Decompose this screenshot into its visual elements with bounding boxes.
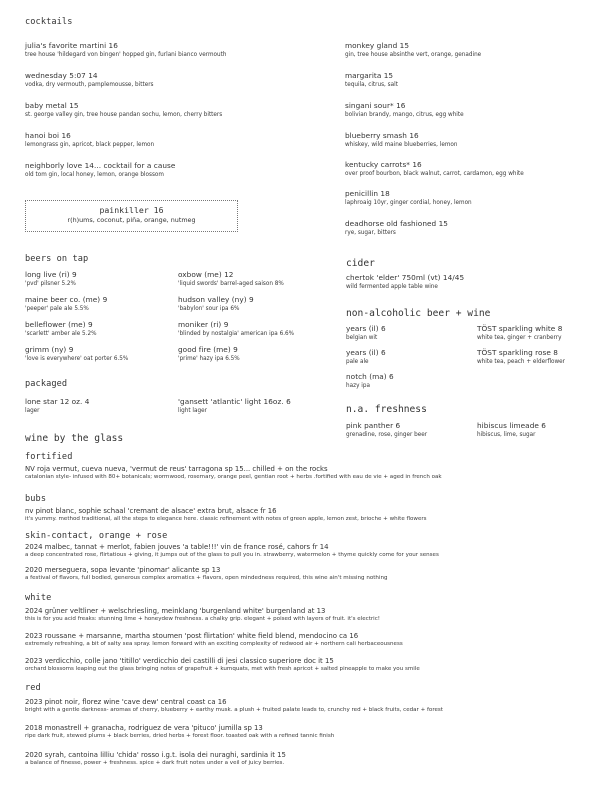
cider-item: [346, 273, 464, 290]
section-heading-beers-on-tap: beers on tap: [25, 254, 89, 264]
subheading-fortified: fortified: [25, 452, 73, 462]
menu-item: [345, 160, 524, 177]
wine-item: [25, 607, 380, 622]
wine-name: 2023 pinot noir, florez wine 'cave dew' central coast ca 16: [25, 698, 227, 706]
item-name: belleflower (me) 9: [25, 320, 93, 329]
item-name: hibiscus limeade 6: [477, 421, 546, 430]
wine-item: [25, 632, 403, 647]
wine-name: 2024 grüner veltliner + welschriesling, meinklang 'burgenland white' burgenland at 13: [25, 607, 326, 615]
menu-item: [345, 219, 448, 236]
item-name: moniker (ri) 9: [178, 320, 229, 329]
wine-item: [25, 566, 388, 581]
item-desc: 'pvd' pilsner 5.2%: [25, 281, 76, 287]
na-item: [477, 421, 546, 438]
item-desc: old tom gin, local honey, lemon, orange blossom: [25, 172, 164, 178]
beer-item: [178, 295, 254, 312]
beer-item: [25, 320, 97, 337]
menu-item: [345, 189, 472, 206]
item-name: hudson valley (ny) 9: [178, 295, 254, 304]
item-name: pink panther 6: [346, 421, 401, 430]
item-desc: 'prime' hazy ipa 6.5%: [178, 356, 240, 362]
item-name: TÖST sparkling white 8: [477, 324, 563, 333]
item-name: lone star 12 oz. 4: [25, 397, 90, 406]
item-desc: hazy ipa: [346, 383, 370, 389]
wine-name: NV roja vermut, cueva nueva, 'vermut de reus' tarragona sp 15... chilled + on the rocks: [25, 465, 328, 473]
item-desc: lemongrass gin, apricot, black pepper, lemon: [25, 142, 155, 148]
item-desc: hibiscus, lime, sugar: [477, 432, 536, 438]
item-desc: laphroaig 10yr, ginger cordial, honey, lemon: [345, 200, 472, 206]
beer-item: [178, 270, 284, 287]
packaged-item: [178, 397, 291, 414]
item-desc: 'peeper' pale ale 5.5%: [25, 306, 89, 312]
item-desc: vodka, dry vermouth, pamplemousse, bitters: [25, 82, 154, 88]
na-item: [477, 348, 565, 365]
beer-item: [25, 295, 107, 312]
item-desc: belgian wit: [346, 335, 378, 341]
item-desc: whiskey, wild maine blueberries, lemon: [345, 142, 458, 148]
item-desc: 'liquid swords' barrel-aged saison 8%: [178, 281, 284, 287]
section-heading-packaged: packaged: [25, 379, 68, 389]
item-desc: rye, sugar, bitters: [345, 230, 396, 236]
wine-item: [25, 751, 286, 766]
menu-item: [25, 101, 222, 118]
item-desc: wild fermented apple table wine: [346, 284, 438, 290]
item-name: baby metal 15: [25, 101, 79, 110]
item-name: wednesday 5:07 14: [25, 71, 98, 80]
featured-desc: r(h)ums, coconut, piña, orange, nutmeg: [67, 216, 196, 224]
item-name: 'gansett 'atlantic' light 16oz. 6: [178, 397, 291, 406]
item-desc: white tea, peach + elderflower: [477, 359, 565, 365]
wine-desc: this is for you acid freaks: stunning lime + honeydew freshness. a chalky grip. elegant + poised with layers of fruit. it's electric!: [25, 616, 380, 622]
beer-item: [25, 345, 128, 362]
section-heading-wine-by-the-glass: wine by the glass: [25, 433, 124, 444]
beer-item: [25, 270, 77, 287]
item-name: chertok 'elder' 750ml (vt) 14/45: [346, 273, 465, 282]
wine-item: [25, 724, 334, 739]
wine-name: 2024 malbec, tannat + merlot, fabien jouves 'a table!!!' vin de france rosé, cahors fr 14: [25, 543, 329, 551]
item-name: julia's favorite martini 16: [25, 41, 118, 50]
wine-name: 2023 roussane + marsanne, martha stoumen 'post flirtation' white field blend, mendocino ca 16: [25, 632, 359, 640]
featured-cocktail-box: [25, 200, 238, 232]
item-desc: st. george valley gin, tree house pandan sochu, lemon, cherry bitters: [25, 112, 223, 118]
item-desc: pale ale: [346, 359, 369, 365]
menu-item: [25, 131, 154, 148]
menu-item: [345, 71, 398, 88]
menu-item: [25, 71, 154, 88]
item-desc: 'scarlett' amber ale 5.2%: [25, 331, 97, 337]
wine-desc: a festival of flavors, full bodied, generous complex aromatics + flavors, open mindedness required, this wine ain't missing nothing: [25, 575, 388, 581]
beer-item: [178, 320, 294, 337]
menu-item: [25, 161, 175, 178]
wine-desc: a deep concentrated rose, flirtatious + giving, it jumps out of the glass to pull you in. strawberry, watermelon + thyme quickly come for your senses: [25, 552, 439, 558]
section-heading-cider: cider: [346, 258, 375, 269]
na-item: [346, 324, 386, 341]
menu-item: [345, 101, 464, 118]
item-desc: white tea, ginger + cranberry: [477, 335, 562, 341]
item-desc: over proof bourbon, black walnut, carrot, cardamon, egg white: [345, 171, 524, 177]
wine-item: [25, 657, 420, 672]
subheading-red: red: [25, 683, 41, 693]
beer-item: [178, 345, 240, 362]
wine-desc: orchard blossoms leaping out the glass bringing notes of grapefruit + kumquats, met with fresh apricot + salted pineapple to make you smile: [25, 666, 420, 672]
featured-name: painkiller 16: [99, 205, 164, 215]
item-name: maine beer co. (me) 9: [25, 295, 108, 304]
item-name: good fire (me) 9: [178, 345, 238, 354]
wine-name: 2023 verdicchio, colle jano 'titillo' verdicchio dei castilli di jesi classico superiore doc it 15: [25, 657, 334, 665]
wine-item: [25, 507, 427, 522]
wine-item: [25, 543, 439, 558]
item-name: hanoi boi 16: [25, 131, 71, 140]
wine-item: [25, 465, 442, 480]
item-name: deadhorse old fashioned 15: [345, 219, 448, 228]
item-name: notch (ma) 6: [346, 372, 394, 381]
wine-desc: it's yummy. method traditional, all the steps to elegance here. classic refinement with notes of green apple, lemon zest, brioche + white flowers: [25, 516, 427, 522]
item-desc: 'love is everywhere' oat porter 6.5%: [25, 356, 129, 362]
item-name: blueberry smash 16: [345, 131, 419, 140]
subheading-bubs: bubs: [25, 494, 47, 504]
wine-name: 2020 merseguera, sopa levante 'pinomar' alicante sp 13: [25, 566, 221, 574]
item-name: monkey gland 15: [345, 41, 410, 50]
na-item: [346, 348, 386, 365]
item-desc: 'blinded by nostalgia' american ipa 6.6%: [178, 331, 295, 337]
item-name: years (il) 6: [346, 348, 386, 357]
wine-desc: ripe dark fruit, stewed plums + black berries, dried herbs + forest floor. toasted oak with a refined tannic finish: [25, 733, 335, 739]
item-desc: light lager: [178, 408, 207, 414]
item-name: long live (ri) 9: [25, 270, 77, 279]
item-name: neighborly love 14... cocktail for a cause: [25, 161, 176, 170]
item-desc: tree house 'hildegard von bingen' hopped gin, furlani bianco vermouth: [25, 52, 227, 58]
na-item: [477, 324, 562, 341]
menu-item: [25, 41, 226, 58]
subheading-skin-contact: skin-contact, orange + rose: [25, 531, 168, 541]
item-desc: lager: [25, 408, 40, 414]
item-name: singani sour* 16: [345, 101, 406, 110]
item-desc: gin, tree house absinthe vert, orange, genadine: [345, 52, 482, 58]
wine-desc: bright with a gentle darkness- aromas of cherry, blueberry + earthy musk. a plush + fruited palate leads to, crunchy red + black fruits, cedar + forest: [25, 707, 443, 713]
subheading-white: white: [25, 593, 52, 603]
na-item: [346, 421, 427, 438]
na-item: [346, 372, 394, 389]
section-heading-cocktails: cocktails: [25, 17, 73, 27]
item-desc: 'babylon' sour ipa 6%: [178, 306, 240, 312]
item-desc: bolivian brandy, mango, citrus, egg white: [345, 112, 464, 118]
wine-desc: a balance of finesse, power + freshness. spice + dark fruit notes under a veil of juicy berries.: [25, 760, 285, 766]
wine-name: nv pinot blanc, sophie schaal 'cremant de alsace' extra brut, alsace fr 16: [25, 507, 277, 515]
item-name: TÖST sparkling rose 8: [477, 348, 558, 357]
item-desc: grenadine, rose, ginger beer: [346, 432, 428, 438]
section-heading-non-alcoholic: non-alcoholic beer + wine: [346, 308, 491, 319]
item-desc: tequila, citrus, salt: [345, 82, 398, 88]
wine-name: 2020 syrah, cantoina lilliu 'chida' rosso i.g.t. isola dei nuraghi, sardinia it 15: [25, 751, 286, 759]
item-name: penicillin 18: [345, 189, 390, 198]
wine-desc: catalonian style- infused with 80+ botanicals; wormwood, rosemary, orange peel, gentian root + herbs .fortified with eau de vie + aged in french oak: [25, 474, 442, 480]
wine-name: 2018 monastrell + granacha, rodriguez de vera 'pituco' jumilla sp 13: [25, 724, 263, 732]
item-name: years (il) 6: [346, 324, 386, 333]
section-heading-na-freshness: n.a. freshness: [346, 404, 427, 415]
item-name: kentucky carrots* 16: [345, 160, 422, 169]
wine-desc: extremely refreshing, a bit of salty sea spray. lemon forward with an exciting complexity of redwood air + northern cali herbaceousness: [25, 641, 403, 647]
item-name: margarita 15: [345, 71, 394, 80]
item-name: oxbow (me) 12: [178, 270, 234, 279]
menu-item: [345, 131, 457, 148]
wine-item: [25, 698, 443, 713]
packaged-item: [25, 397, 89, 414]
menu-item: [345, 41, 481, 58]
item-name: grimm (ny) 9: [25, 345, 74, 354]
